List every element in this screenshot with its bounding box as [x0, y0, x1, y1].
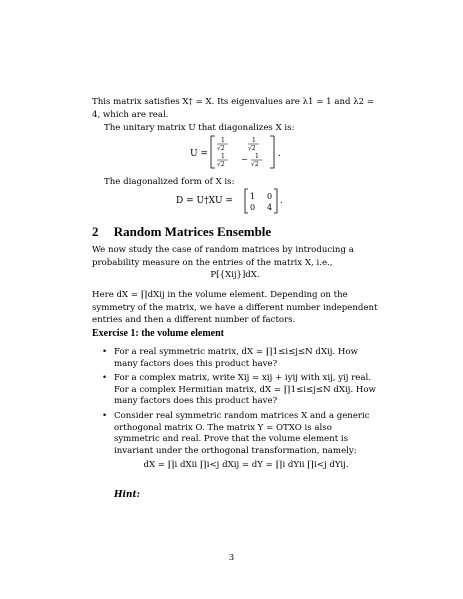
bullet-icon: • — [102, 411, 108, 421]
section-paragraph-2 — [92, 289, 378, 327]
m12-den: √2 — [248, 145, 256, 152]
equation-P — [92, 270, 378, 280]
m21-num: 1 — [221, 153, 225, 160]
exercise-heading — [92, 328, 224, 339]
m21-den: √2 — [217, 161, 225, 168]
page-number — [0, 553, 463, 563]
section-para2-text: Here dX = ∏dXij in the volume element. Depending on the symmetry of the matrix, we have a different number independent entries and then a different number of factors. — [92, 290, 378, 326]
exercise-item-2 — [92, 373, 378, 408]
exercise-item-2-text: For a complex matrix, write Xij = xij + iyij with xij, yij real. For a complex Hermitian matrix, dX = ∏1≤i≤j≤N dXij. How many factors does this product have? — [114, 373, 376, 407]
m11-den: √2 — [217, 145, 225, 152]
exercise-item-1-text: For a real symmetric matrix, dX = ∏1≤i≤j≤N dXij. How many factors does this product have? — [114, 347, 358, 369]
m12-num: 1 — [252, 137, 256, 144]
equation-U — [190, 132, 290, 172]
section-title: Random Matrices Ensemble — [113, 224, 272, 239]
D-a: 1 — [250, 192, 256, 201]
m22-den: √2 — [251, 161, 259, 168]
page-number-text: 3 — [228, 553, 235, 563]
equation-volume — [114, 460, 378, 470]
diagonal-intro-text: The diagonalized form of X is: — [104, 177, 235, 187]
D-d: 4 — [267, 203, 273, 212]
m11-num: 1 — [221, 137, 225, 144]
intro-text: This matrix satisfies X† = X. Its eigenvalues are λ1 = 1 and λ2 = 4, which are real. — [92, 97, 375, 120]
intro-paragraph — [92, 96, 378, 121]
hint-text: Hint: — [114, 490, 140, 500]
unitary-intro-text: The unitary matrix U that diagonalizes X is: — [104, 123, 295, 133]
section-para1-text: We now study the case of random matrices by introducing a probability measure on the entries of the matrix X, i.e., — [92, 245, 354, 268]
section-heading — [92, 224, 271, 240]
section-paragraph-1 — [92, 244, 378, 269]
bullet-icon: • — [102, 347, 108, 357]
D-c: 0 — [250, 203, 256, 212]
exercise-title: Exercise 1: the volume element — [92, 328, 224, 339]
exercise-item-3 — [92, 411, 378, 457]
eq-volume-text: dX = ∏i dXii ∏i<j dXij = dY = ∏i dYii ∏i<j dYij. — [143, 460, 349, 470]
equation-D — [176, 186, 296, 216]
m22-minus: − — [241, 155, 248, 164]
bullet-icon: • — [102, 373, 108, 383]
eq-P-text: P[{Xij}]dX. — [210, 270, 260, 280]
exercise-item-1 — [92, 347, 378, 370]
m22-num: 1 — [255, 153, 259, 160]
hint-label — [114, 490, 140, 500]
eq-U-lhs: U = — [190, 149, 208, 159]
D-b: 0 — [267, 192, 273, 201]
exercise-item-3-text: Consider real symmetric random matrices X and a generic orthogonal matrix O. The matrix Y = OTXO is also symmetric and real. Prove that the volume element is invariant under the orthogonal transformation, namely: — [114, 411, 370, 456]
eq-D-period: . — [280, 196, 283, 206]
left-bracket — [211, 136, 215, 168]
section-number: 2 — [92, 224, 99, 239]
eq-U-period: . — [278, 149, 281, 159]
eq-D-lhs: D = U†XU = — [176, 196, 233, 206]
right-bracket — [270, 136, 274, 168]
